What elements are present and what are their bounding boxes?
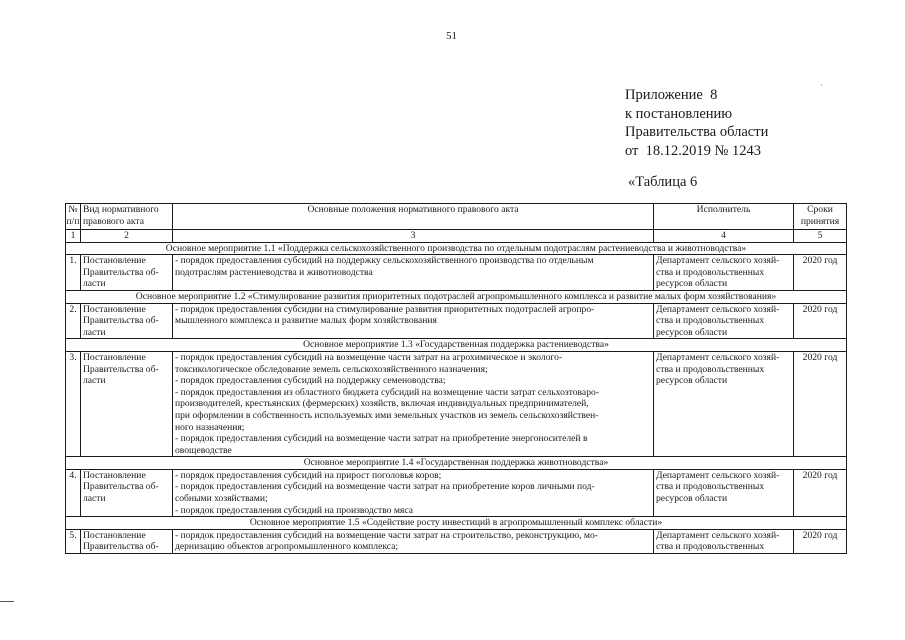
- appendix-block: [625, 86, 768, 160]
- section-title-row: [66, 242, 847, 255]
- header-provisions: Основные положения нормативного правового акта: [173, 204, 654, 230]
- row-provisions: - порядок предоставления субсидий на прирост поголовья коров; - порядок предоставления субсидий на возмещение части затрат на приобретение коров личными под- собными хозяйствами; - порядок предоставления субсидий на производство мяса: [173, 469, 654, 516]
- row-num: 1.: [66, 255, 81, 291]
- table-row: [66, 303, 847, 339]
- row-executor: Департамент сельского хозяй- ства и продовольственных ресурсов области: [654, 351, 794, 456]
- table-row: [66, 351, 847, 456]
- column-number: 3: [173, 230, 654, 243]
- page-number: 51: [446, 30, 457, 42]
- appendix-line: Приложение 8: [625, 87, 718, 103]
- appendix-line: к постановлению: [625, 105, 733, 122]
- column-number: 2: [81, 230, 173, 243]
- row-executor: Департамент сельского хозяй- ства и продовольственных ресурсов области: [654, 469, 794, 516]
- table-row: [66, 529, 847, 553]
- section-title-row: [66, 517, 847, 530]
- section-title-row: [66, 457, 847, 470]
- scan-edge-mark: [0, 601, 14, 602]
- header-deadline: Сроки принятия: [794, 204, 847, 230]
- appendix-line: Правительства области: [625, 124, 769, 140]
- row-executor: Департамент сельского хозяй- ства и продовольственных ресурсов области: [654, 255, 794, 291]
- table-row: [66, 469, 847, 516]
- section-title: Основное мероприятие 1.1 «Поддержка сельскохозяйственного производства по отдельным подотраслям растениеводства и животноводства»: [66, 242, 847, 255]
- regulations-table: [65, 203, 847, 554]
- section-title: Основное мероприятие 1.2 «Стимулирование развития приоритетных подотраслей агропромышленного комплекса и развитие малых форм хозяйствования»: [66, 290, 847, 303]
- scan-speck: ·: [820, 80, 823, 90]
- section-title-row: [66, 339, 847, 352]
- row-year: 2020 год: [794, 351, 847, 456]
- table-label: «Таблица 6: [628, 174, 698, 190]
- column-number-row: [66, 230, 847, 243]
- row-provisions: - порядок предоставления субсидий на поддержку сельскохозяйственного производства по отдельным подотраслям растениеводства и животноводства: [173, 255, 654, 291]
- row-provisions: - порядок предоставления субсидии на стимулирование развития приоритетных подотраслей агропро- мышленного комплекса и развитие малых форм хозяйствования: [173, 303, 654, 339]
- row-year: 2020 год: [794, 255, 847, 291]
- row-num: 2.: [66, 303, 81, 339]
- header-num: № п/п: [66, 204, 81, 230]
- section-title: Основное мероприятие 1.5 «Содействие росту инвестиций в агропромышленный комплекс области»: [66, 517, 847, 530]
- row-act-type: Постановление Правительства об- ласти: [81, 303, 173, 339]
- row-num: 3.: [66, 351, 81, 456]
- row-num: 4.: [66, 469, 81, 516]
- row-provisions: - порядок предоставления субсидий на возмещение части затрат на строительство, реконструкцию, мо- дернизацию объектов агропромышленного комплекса;: [173, 529, 654, 553]
- row-year: 2020 год: [794, 469, 847, 516]
- section-title: Основное мероприятие 1.3 «Государственная поддержка растениеводства»: [66, 339, 847, 352]
- row-executor: Департамент сельского хозяй- ства и продовольственных ресурсов области: [654, 303, 794, 339]
- table-row: [66, 255, 847, 291]
- column-number: 5: [794, 230, 847, 243]
- column-number: 4: [654, 230, 794, 243]
- row-executor: Департамент сельского хозяй- ства и продовольственных: [654, 529, 794, 553]
- header-executor: Исполнитель: [654, 204, 794, 230]
- header-act-type: Вид нормативного правового акта: [81, 204, 173, 230]
- row-year: 2020 год: [794, 303, 847, 339]
- row-year: 2020 год: [794, 529, 847, 553]
- row-act-type: Постановление Правительства об- ласти: [81, 469, 173, 516]
- column-number: 1: [66, 230, 81, 243]
- row-act-type: Постановление Правительства об-: [81, 529, 173, 553]
- section-title-row: [66, 290, 847, 303]
- row-act-type: Постановление Правительства об- ласти: [81, 255, 173, 291]
- row-num: 5.: [66, 529, 81, 553]
- table-header-row: [66, 204, 847, 230]
- row-provisions: - порядок предоставления субсидий на возмещение части затрат на агрохимическое и эколого- токсикологическое обследование земель сельскохозяйственного назначения; - порядок предоставления субсидий на поддержку семеноводства; - порядок предоставления из областного бюджета субсидий на возмещение части затрат сельхозтоваро- производителей, крестьянских (фермерских) хозяйств, включая индивидуальных предпринимателей, при оформлении в собственность используемых ими земельных участков из земель сельскохозяйствен- ного назначения; - порядок предоставления субсидий на возмещение части затрат на приобретение энергоносителей в овощеводстве: [173, 351, 654, 456]
- row-act-type: Постановление Правительства об- ласти: [81, 351, 173, 456]
- appendix-line: от 18.12.2019 № 1243: [625, 142, 761, 159]
- section-title: Основное мероприятие 1.4 «Государственная поддержка животноводства»: [66, 457, 847, 470]
